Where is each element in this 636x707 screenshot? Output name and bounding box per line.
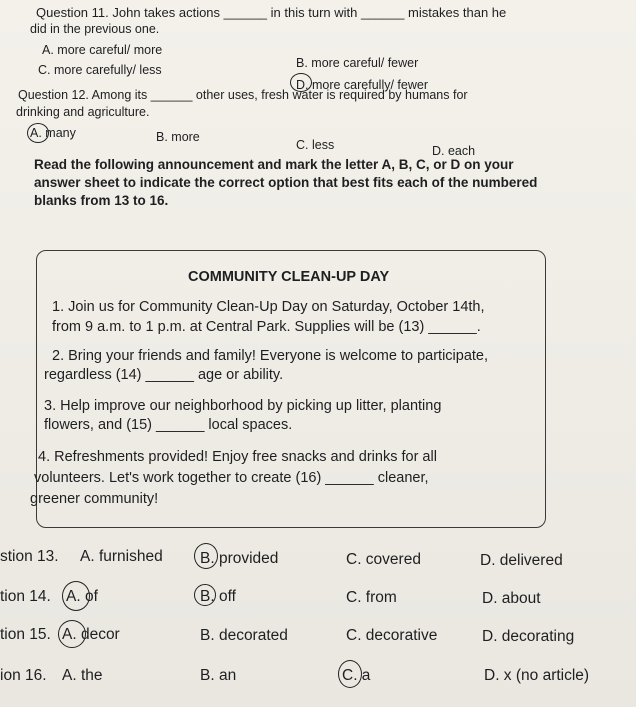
answer-row-13-label: stion 13. <box>0 548 59 565</box>
question-11-text-b: in this turn with <box>267 5 361 20</box>
answer-row-16-option-a: A. the <box>62 667 103 684</box>
answer-row-15-option-c: C. decorative <box>346 627 438 644</box>
question-11-blank-2: ______ <box>360 5 405 20</box>
answer-row-14-option-c: C. from <box>346 589 397 606</box>
answer-row-15-option-b: B. decorated <box>200 627 288 644</box>
question-11-option-b: B. more careful/ fewer <box>296 56 419 70</box>
answer-circle-q14-b <box>194 584 216 606</box>
answer-row-13-option-b: B. provided <box>200 550 279 567</box>
answer-row-14-option-a: A. of <box>66 588 98 605</box>
answer-row-16-label: ion 16. <box>0 667 47 684</box>
announcement-p1-line-2: from 9 a.m. to 1 p.m. at Central Park. Supplies will be (13) ______. <box>52 319 481 335</box>
answer-row-15-label: tion 15. <box>0 626 51 643</box>
question-11-option-a: A. more careful/ more <box>42 43 163 57</box>
answer-row-14-option-d: D. about <box>482 590 541 607</box>
announcement-p3-line-2: flowers, and (15) ______ local spaces. <box>44 417 293 433</box>
answer-row-14-label: tion 14. <box>0 588 51 605</box>
answer-row-14-option-b: B. off <box>200 588 236 605</box>
instructions-line-3: blanks from 13 to 16. <box>34 193 169 208</box>
question-11-line-2: did in the previous one. <box>30 22 160 36</box>
instructions-line-1: Read the following announcement and mark the letter A, B, C, or D on your <box>34 157 514 172</box>
instructions-line-2: answer sheet to indicate the correct option that best fits each of the numbered <box>34 175 538 190</box>
answer-row-16-option-c: C. a <box>342 667 371 684</box>
question-12-text-a: Question 12. Among its <box>18 88 151 102</box>
answer-row-13-option-a: A. furnished <box>80 548 163 565</box>
question-11-blank-1: ______ <box>223 5 268 20</box>
answer-circle-q13 <box>194 543 218 569</box>
answer-row-15-option-a: A. decor <box>62 626 120 643</box>
announcement-p4-line-3: greener community! <box>30 491 159 507</box>
question-12-option-c: C. less <box>296 138 335 152</box>
answer-row-16-option-d: D. x (no article) <box>484 667 590 684</box>
answer-row-13-option-d: D. delivered <box>480 552 563 569</box>
question-12-option-d: D. each <box>432 144 476 158</box>
question-11-text-a: Question 11. John takes actions <box>36 5 224 20</box>
question-11-option-d: D. more carefully/ fewer <box>296 78 428 92</box>
question-12-option-a: A. many <box>30 126 76 140</box>
answer-circle-q15 <box>58 620 86 648</box>
answer-circle-q14 <box>62 581 90 611</box>
answer-row-15-option-d: D. decorating <box>482 628 575 645</box>
question-12-text-b: other uses, fresh water is required by humans for <box>192 88 468 102</box>
question-12-blank: ______ <box>150 88 193 102</box>
answer-circle-q16 <box>338 660 362 688</box>
answer-row-16-option-b: B. an <box>200 667 237 684</box>
question-11-line-1 <box>36 6 506 19</box>
announcement-p4-line-2: volunteers. Let's work together to create (16) ______ cleaner, <box>34 470 429 486</box>
announcement-p2-line-2: regardless (14) ______ age or ability. <box>44 367 284 383</box>
announcement-p2-line-1: 2. Bring your friends and family! Everyone is welcome to participate, <box>52 348 489 364</box>
question-11-option-c: C. more carefully/ less <box>38 63 162 77</box>
announcement-title: COMMUNITY CLEAN-UP DAY <box>188 269 390 285</box>
answer-row-13-option-c: C. covered <box>346 551 421 568</box>
question-12-option-b: B. more <box>156 130 200 144</box>
question-12-line-1 <box>18 89 468 102</box>
question-12-line-2: drinking and agriculture. <box>16 105 150 119</box>
announcement-p3-line-1: 3. Help improve our neighborhood by picking up litter, planting <box>44 398 442 414</box>
announcement-box <box>36 250 546 528</box>
announcement-p1-line-1: 1. Join us for Community Clean-Up Day on Saturday, October 14th, <box>52 299 485 315</box>
question-11-text-c: mistakes than he <box>404 5 507 20</box>
answer-circle-q12 <box>27 123 49 143</box>
announcement-p4-line-1: 4. Refreshments provided! Enjoy free snacks and drinks for all <box>38 449 437 465</box>
